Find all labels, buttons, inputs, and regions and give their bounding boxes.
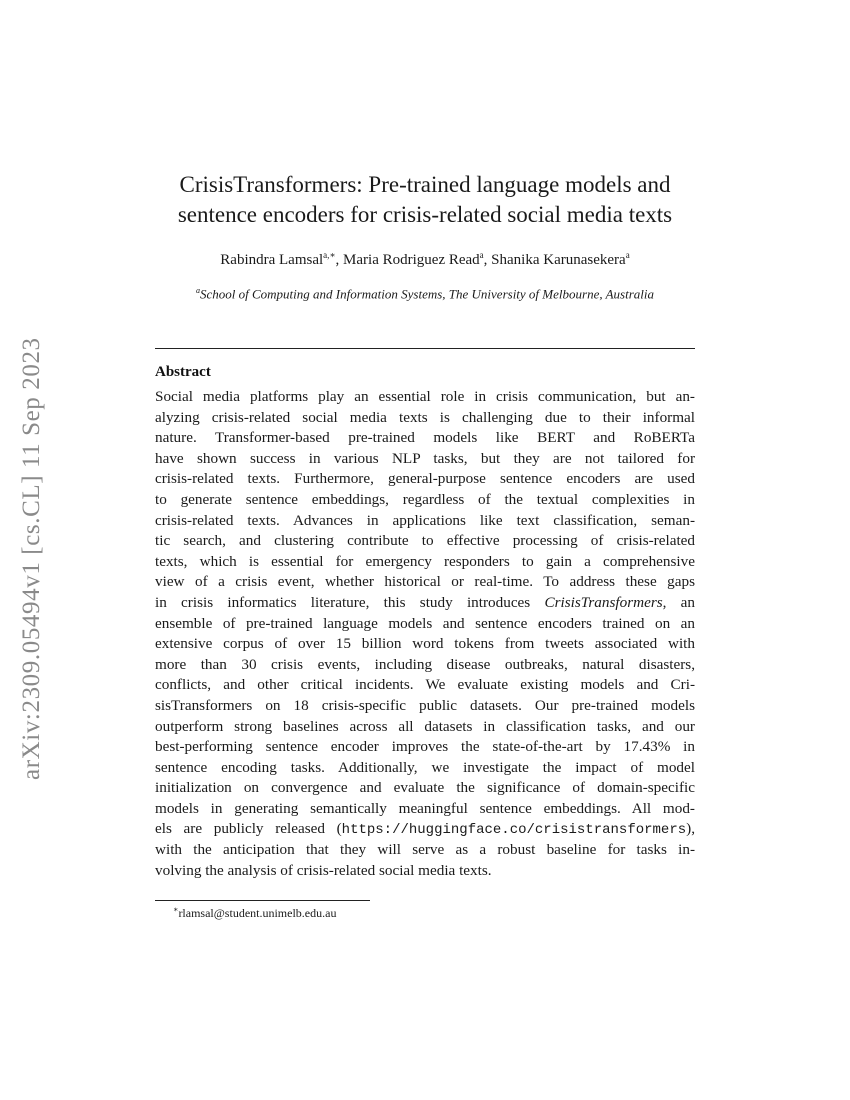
author-list: Rabindra Lamsal$^{a,∗}$, Maria Rodriguez Read$^a$, Shanika Karunasekera$^a$ <box>220 250 630 268</box>
abstract-line: initialization on convergence and evaluate the significance of domain-specific <box>155 779 695 797</box>
title-line-2: sentence encoders for crisis-related social media texts <box>177 202 673 227</box>
abstract-line: crisis-related texts. Furthermore, general-purpose sentence encoders are used <box>155 470 695 488</box>
crisistransformers-term: CrisisTransformers <box>544 593 663 611</box>
author-name: Shanika Karunasekera <box>491 252 626 268</box>
abstract-line: extensive corpus of over 15 billion word tokens from tweets associated with <box>155 635 695 653</box>
abstract-heading: Abstract <box>155 364 211 380</box>
abstract-line: alyzing crisis-related social media texts is challenging due to their informal <box>155 408 695 426</box>
footnote <box>173 905 336 921</box>
abstract-text: in crisis informatics literature, this study introduces <box>155 593 531 611</box>
top-rule <box>155 348 695 349</box>
abstract-text: ), <box>686 820 695 838</box>
corresponding-email[interactable]: rlamsal@student.unimelb.edu.au <box>178 906 337 920</box>
abstract-line: tic search, and clustering contribute to effective processing of crisis-related <box>155 532 695 550</box>
author-name: Maria Rodriguez Read <box>343 252 480 268</box>
abstract-line: Social media platforms play an essential role in crisis communication, but an- <box>155 388 695 405</box>
author-name: Rabindra Lamsal <box>220 252 324 268</box>
abstract-line: ensemble of pre-trained language models and sentence encoders trained on an <box>155 614 695 632</box>
affiliation-mark: a <box>195 286 200 295</box>
huggingface-link[interactable]: https://huggingface.co/crisistransformers <box>341 822 687 839</box>
abstract-line: sentence encoding tasks. Additionally, we investigate the impact of model <box>155 758 695 776</box>
footnote-mark: ∗ <box>173 905 179 914</box>
abstract-line: outperform strong baselines across all datasets in classification tasks, and our <box>155 717 695 735</box>
abstract-line: crisis-related texts. Advances in applications like text classification, seman- <box>155 511 695 529</box>
abstract-line: texts, which is essential for emergency responders to gain a comprehensive <box>155 552 695 570</box>
paper-title <box>120 170 730 230</box>
abstract-line: nature. Transformer-based pre-trained models like BERT and RoBERTa <box>155 429 695 447</box>
footnote-rule <box>155 900 370 901</box>
title-line-1: CrisisTransformers: Pre-trained language models and <box>179 172 671 197</box>
abstract-line-with-url <box>155 819 695 840</box>
abstract-line: to generate sentence embeddings, regardless of the textual complexities in <box>155 490 695 508</box>
author-mark: a <box>479 250 484 260</box>
abstract-line: models in generating semantically meaningful sentence embeddings. All mod- <box>155 799 695 817</box>
abstract-text: , an <box>662 593 696 611</box>
abstract-line: more than 30 crisis events, including disease outbreaks, natural disasters, <box>155 655 695 673</box>
abstract-text: els are publicly released ( <box>155 820 342 838</box>
abstract-line: best-performing sentence encoder improves the state-of-the-art by 17.43% in <box>155 738 695 756</box>
abstract-line: have shown success in various NLP tasks, but they are not tailored for <box>155 449 695 467</box>
abstract-line: volving the analysis of crisis-related social media texts. <box>155 861 492 879</box>
author-mark: a <box>625 250 630 260</box>
arxiv-identifier[interactable]: arXiv:2309.05494v1 [cs.CL] 11 Sep 2023 <box>18 337 45 780</box>
affiliation-text: School of Computing and Information Systems, The University of Melbourne, Australia <box>199 286 654 302</box>
abstract-line: with the anticipation that they will serve as a robust baseline for tasks in- <box>155 841 695 859</box>
abstract-line: view of a crisis event, whether historical or real-time. To address these gaps <box>155 573 695 591</box>
author-mark: a,∗ <box>323 250 336 260</box>
affiliation <box>120 286 730 302</box>
abstract-line: conflicts, and other critical incidents. We evaluate existing models and Cri- <box>155 676 695 694</box>
abstract-line-with-emphasis <box>155 593 695 614</box>
abstract-body <box>155 387 695 881</box>
abstract-line: sisTransformers on 18 crisis-specific public datasets. Our pre-trained models <box>155 696 695 714</box>
